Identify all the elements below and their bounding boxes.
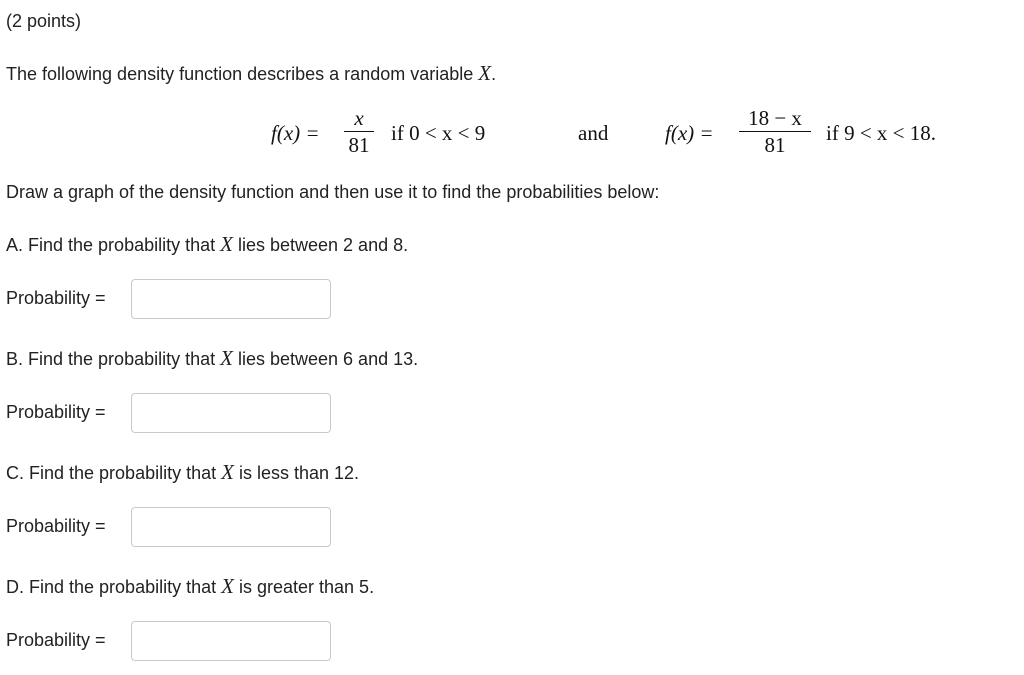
formula-right-denominator: 81 (764, 133, 786, 157)
problem-intro (6, 61, 496, 86)
probability-input-b[interactable] (131, 393, 331, 433)
question-variable: X (221, 574, 234, 598)
question-variable: X (220, 232, 233, 256)
formula-right-condition: if 9 < x < 18. (826, 121, 937, 145)
fraction-bar (739, 131, 811, 132)
formula-right-fraction (739, 107, 811, 156)
question-variable: X (221, 460, 234, 484)
formula-left-lhs: f(x) = (271, 121, 320, 145)
probability-label-a: Probability = (6, 288, 106, 308)
probability-input-a[interactable] (131, 279, 331, 319)
fraction-bar (344, 131, 374, 132)
points-label: (2 points) (6, 11, 82, 31)
question-suffix: is less than 12. (238, 463, 360, 483)
question-prefix: D. Find the probability that (6, 577, 217, 597)
instruction-text: Draw a graph of the density function and then use it to find the probabilities below: (6, 182, 660, 202)
question-variable: X (220, 346, 233, 370)
question-prefix: C. Find the probability that (6, 463, 217, 483)
formula-connector: and (578, 121, 609, 145)
formula-right-lhs: f(x) = (665, 121, 714, 145)
probability-input-d[interactable] (131, 621, 331, 661)
probability-label-c: Probability = (6, 516, 106, 536)
question-suffix: lies between 2 and 8. (237, 235, 409, 255)
intro-text: The following density function describes a random variable (6, 64, 474, 84)
question-c (6, 460, 359, 485)
question-suffix: lies between 6 and 13. (237, 349, 419, 369)
formula-left-condition: if 0 < x < 9 (391, 121, 486, 145)
formula-left-numerator: x (354, 106, 364, 130)
question-a (6, 232, 408, 257)
question-d (6, 574, 374, 599)
intro-variable: X (478, 61, 492, 85)
probability-label-d: Probability = (6, 630, 106, 650)
probability-label-b: Probability = (6, 402, 106, 422)
question-prefix: A. Find the probability that (6, 235, 216, 255)
question-suffix: is greater than 5. (238, 577, 375, 597)
formula-left-fraction (344, 107, 374, 156)
probability-input-c[interactable] (131, 507, 331, 547)
question-prefix: B. Find the probability that (6, 349, 216, 369)
formula-right-numerator: 18 − x (748, 106, 802, 130)
formula-left-denominator: 81 (348, 133, 370, 157)
question-b (6, 346, 418, 371)
intro-period: . (491, 64, 497, 84)
